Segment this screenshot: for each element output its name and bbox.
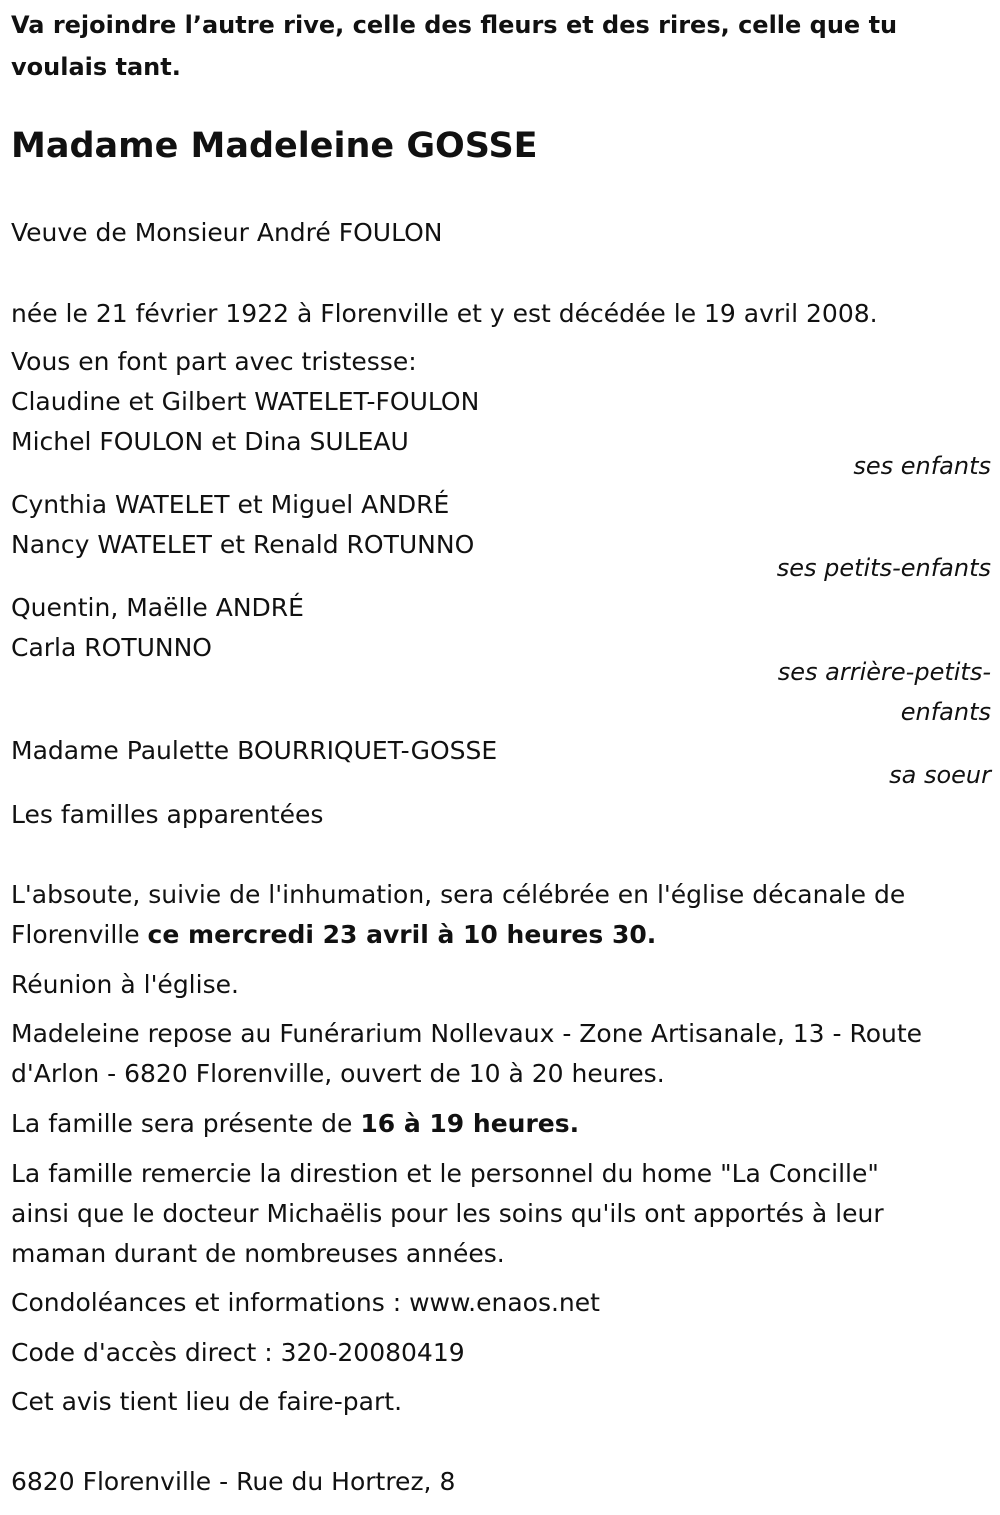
- family-presence-text: La famille sera présente de: [11, 1109, 361, 1138]
- meeting-info: Réunion à l'église.: [11, 970, 239, 999]
- child-name: Claudine et Gilbert WATELET-FOULON: [11, 387, 480, 416]
- birth-death-dates: née le 21 février 1922 à Florenville et y est décédée le 19 avril 2008.: [11, 299, 878, 328]
- great-grandchildren-role-line-1: ses arrière-petits-: [777, 658, 991, 686]
- address: 6820 Florenville - Rue du Hortrez, 8: [11, 1467, 456, 1496]
- thanks-line-3: maman durant de nombreuses années.: [11, 1239, 505, 1268]
- thanks-line-2: ainsi que le docteur Michaëlis pour les soins qu'ils ont apportés à leur: [11, 1199, 884, 1228]
- children-role: ses enfants: [853, 452, 991, 480]
- child-name: Michel FOULON et Dina SULEAU: [11, 427, 409, 456]
- quote-line-2: voulais tant.: [11, 53, 181, 81]
- family-presence-hours: 16 à 19 heures.: [360, 1109, 580, 1138]
- ceremony-datetime: ce mercredi 23 avril à 10 heures 30.: [147, 920, 657, 949]
- great-grandchildren-role-line-2: enfants: [900, 698, 991, 726]
- rest-info-line-1: Madeleine repose au Funérarium Nollevaux - Zone Artisanale, 13 - Route: [11, 1019, 923, 1048]
- rest-info-line-2: d'Arlon - 6820 Florenville, ouvert de 10 à 20 heures.: [11, 1059, 665, 1088]
- notice-text: Cet avis tient lieu de faire-part.: [11, 1387, 403, 1416]
- announcement-intro: Vous en font part avec tristesse:: [11, 347, 417, 376]
- grandchildren-role: ses petits-enfants: [776, 554, 991, 582]
- thanks-line-1: La famille remercie la direstion et le personnel du home "La Concille": [11, 1159, 879, 1188]
- great-grandchild-name: Quentin, Maëlle ANDRÉ: [11, 593, 304, 622]
- ceremony-line-2: [11, 915, 656, 955]
- sister-role: sa soeur: [889, 761, 991, 789]
- grandchild-name: Nancy WATELET et Renald ROTUNNO: [11, 530, 475, 559]
- grandchild-name: Cynthia WATELET et Miguel ANDRÉ: [11, 490, 450, 519]
- related-families: Les familles apparentées: [11, 800, 324, 829]
- widow-of: Veuve de Monsieur André FOULON: [11, 218, 443, 247]
- deceased-name: Madame Madeleine GOSSE: [11, 126, 538, 166]
- great-grandchild-name: Carla ROTUNNO: [11, 633, 212, 662]
- ceremony-line-1: L'absoute, suivie de l'inhumation, sera célébrée en l'église décanale de: [11, 880, 906, 909]
- quote-line-1: Va rejoindre l’autre rive, celle des fleurs et des rires, celle que tu: [11, 11, 898, 39]
- access-code: Code d'accès direct : 320-20080419: [11, 1338, 465, 1367]
- condolences-info: Condoléances et informations : www.enaos.net: [11, 1288, 600, 1317]
- ceremony-place: Florenville: [11, 920, 148, 949]
- sister-name: Madame Paulette BOURRIQUET-GOSSE: [11, 736, 498, 765]
- family-presence: [11, 1104, 579, 1144]
